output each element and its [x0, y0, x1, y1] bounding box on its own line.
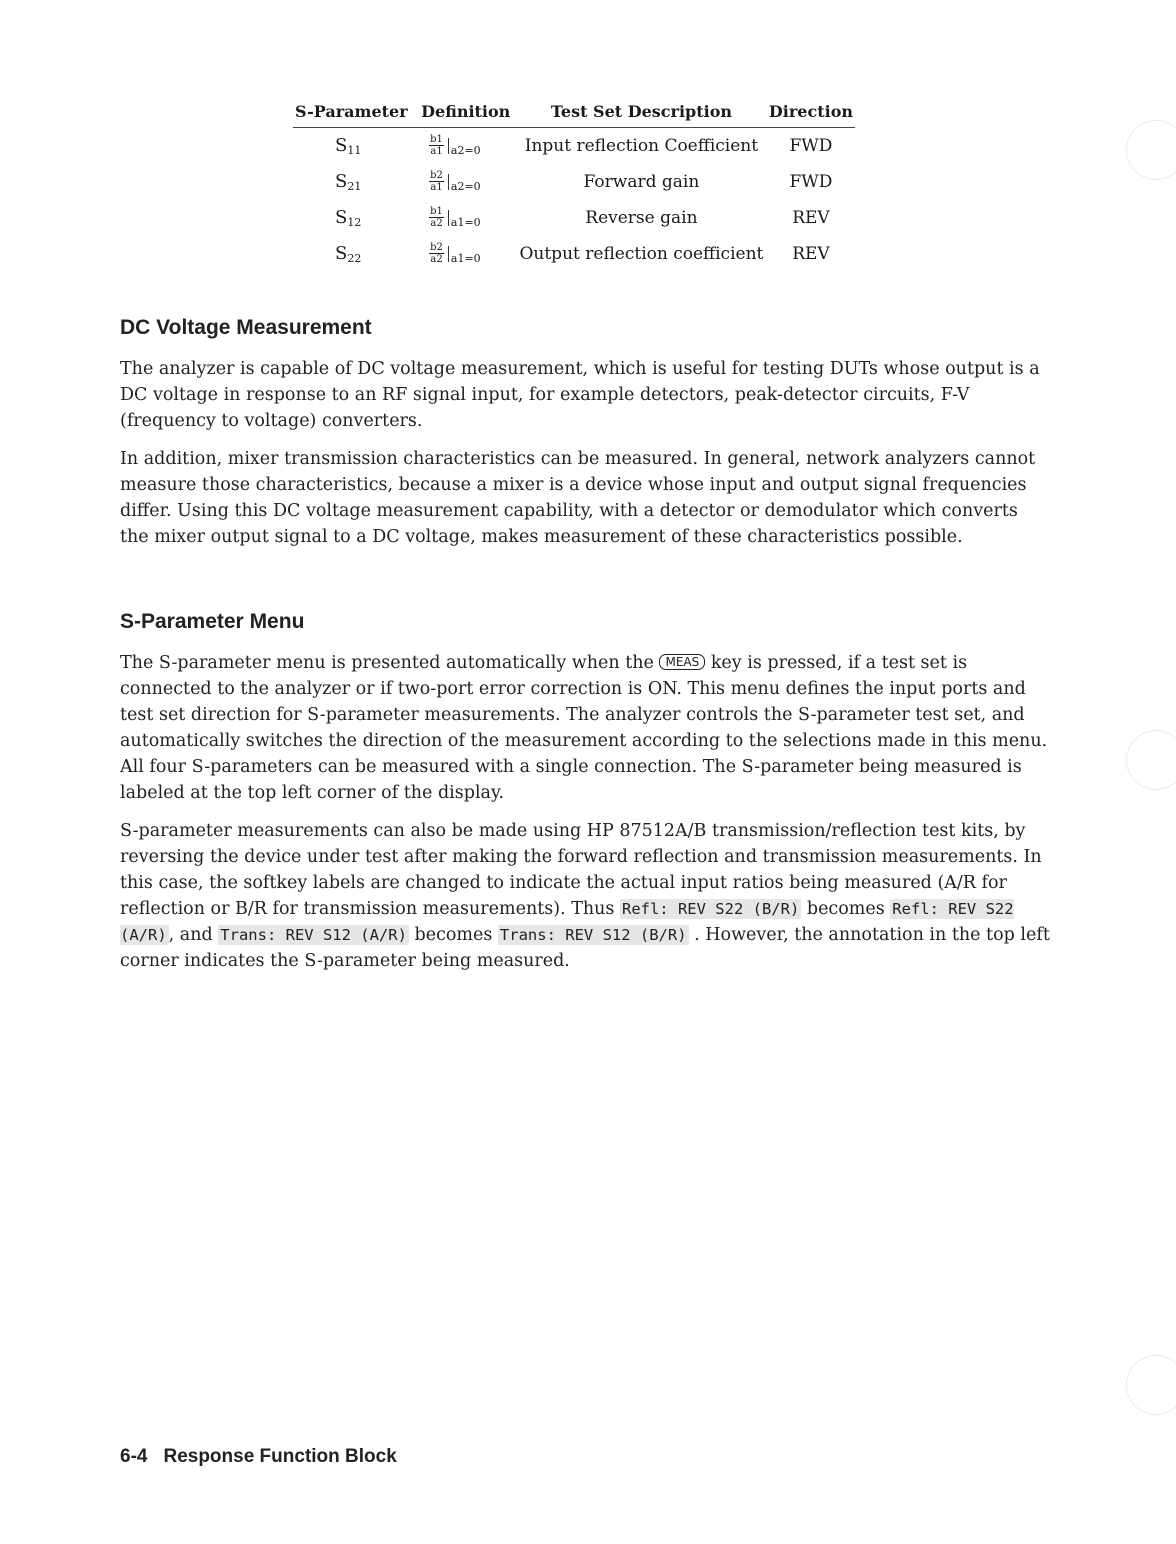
- definition-cell: [419, 200, 516, 236]
- definition-fraction: [429, 242, 444, 265]
- param-base: S: [335, 206, 348, 228]
- paragraph-text: . However, the annotation in the top left corner indicates the S-parameter being measured.: [120, 925, 1050, 971]
- param-subscript: 21: [347, 179, 362, 193]
- fraction-numerator: b1: [430, 134, 443, 145]
- table-header-row: [293, 98, 855, 128]
- param-subscript: 22: [347, 251, 362, 265]
- param-subscript: 12: [347, 215, 362, 229]
- fraction-denominator: a2: [430, 218, 443, 229]
- meas-key: MEAS: [659, 654, 705, 670]
- direction-cell: FWD: [789, 171, 833, 192]
- page-footer: [120, 1446, 397, 1468]
- fraction-numerator: b2: [430, 170, 443, 181]
- param-cell: [293, 164, 419, 200]
- definition-cell: [419, 236, 516, 272]
- param-cell: [293, 128, 419, 165]
- dc-voltage-paragraph-2: In addition, mixer transmission characteristics can be measured. In general, network analyzers cannot measure those characteristics, because a mixer is a device whose input and output signal frequencies differ. Using this DC voltage measurement capability, with a detector or demodulator which converts the mixer output signal to a DC voltage, makes measurement of these characteristics possible.: [120, 449, 1036, 547]
- definition-fraction: [429, 206, 444, 229]
- description-cell: Reverse gain: [585, 207, 698, 228]
- dc-voltage-paragraph-1: The analyzer is capable of DC voltage measurement, which is useful for testing DUTs whose output is a DC voltage in response to an RF signal input, for example detectors, peak-detector circuits, F-V (frequency to voltage) converters.: [120, 359, 1040, 431]
- definition-fraction: [429, 170, 444, 193]
- paragraph-text: key is pressed, if a test set is connected to the analyzer or if two-port error correction is ON. This menu defines the input ports and test set direction for S-parameter measurements. The analyzer controls the S-parameter test set, and automatically switches the direction of the measurement according to the selections made in this menu. All four S-parameters can be measured with a single connection. The S-parameter being measured is labeled at the top left corner of the display.: [120, 653, 1048, 803]
- paragraph-text: , and: [168, 925, 213, 945]
- header-s-parameter: S-Parameter: [293, 98, 419, 128]
- table-row: [293, 164, 855, 200]
- fraction-denominator: a1: [430, 146, 443, 157]
- definition-condition: a2=0: [450, 144, 481, 157]
- evaluation-bar: [448, 138, 449, 154]
- table-row: [293, 236, 855, 272]
- definition-cell: [419, 164, 516, 200]
- fraction-numerator: b2: [430, 242, 443, 253]
- softkey-label: Trans: REV S12 (B/R): [499, 926, 687, 944]
- footer-section-title: Response Function Block: [163, 1446, 397, 1467]
- definition-fraction: [429, 134, 444, 157]
- fraction-denominator: a1: [430, 182, 443, 193]
- s-parameter-menu-heading: S-Parameter Menu: [120, 610, 305, 633]
- definition-cell: [419, 128, 516, 165]
- evaluation-bar: [448, 174, 449, 190]
- direction-cell: FWD: [789, 135, 833, 156]
- evaluation-bar: [448, 246, 449, 262]
- softkey-label: Refl: REV S22 (A/R): [120, 900, 1014, 944]
- s-parameter-table: [293, 98, 855, 272]
- param-base: S: [335, 242, 348, 264]
- binder-hole: [1126, 1355, 1176, 1415]
- paragraph-text: S-parameter measurements can also be made using HP 87512A/B transmission/reflection test kits, by reversing the device under test after making the forward reflection and transmission measurements. In this case, the softkey labels are changed to indicate the actual input ratios being measured (A/R for reflection or B/R for transmission measurements). Thus: [120, 821, 1042, 919]
- definition-condition: a1=0: [450, 252, 481, 265]
- s-parameter-menu-paragraph-2: [120, 818, 1050, 974]
- dc-voltage-heading: DC Voltage Measurement: [120, 316, 372, 339]
- param-cell: [293, 236, 419, 272]
- softkey-label: Refl: REV S22 (B/R): [621, 900, 800, 918]
- fraction-numerator: b1: [430, 206, 443, 217]
- paragraph-text: becomes: [414, 925, 493, 945]
- binder-hole: [1126, 120, 1176, 180]
- direction-cell: REV: [792, 243, 830, 264]
- header-test-set-description: Test Set Description: [516, 98, 767, 128]
- table-row: [293, 128, 855, 165]
- paragraph-text: becomes: [806, 899, 885, 919]
- param-base: S: [335, 134, 348, 156]
- evaluation-bar: [448, 210, 449, 226]
- definition-condition: a2=0: [450, 180, 481, 193]
- s-parameter-menu-paragraph-1: [120, 650, 1050, 806]
- paragraph-text: The S-parameter menu is presented automatically when the: [120, 653, 654, 673]
- table-row: [293, 200, 855, 236]
- direction-cell: REV: [792, 207, 830, 228]
- page-number: 6-4: [120, 1446, 148, 1467]
- description-cell: Forward gain: [583, 171, 700, 192]
- binder-hole: [1126, 730, 1176, 790]
- softkey-label: Trans: REV S12 (A/R): [220, 926, 407, 944]
- fraction-denominator: a2: [430, 254, 443, 265]
- header-definition: Definition: [419, 98, 516, 128]
- param-subscript: 11: [347, 143, 362, 157]
- param-cell: [293, 200, 419, 236]
- description-cell: Input reflection Coefficient: [524, 135, 759, 156]
- param-base: S: [335, 170, 348, 192]
- header-direction: Direction: [767, 98, 855, 128]
- description-cell: Output reflection coefficient: [519, 243, 764, 264]
- definition-condition: a1=0: [450, 216, 481, 229]
